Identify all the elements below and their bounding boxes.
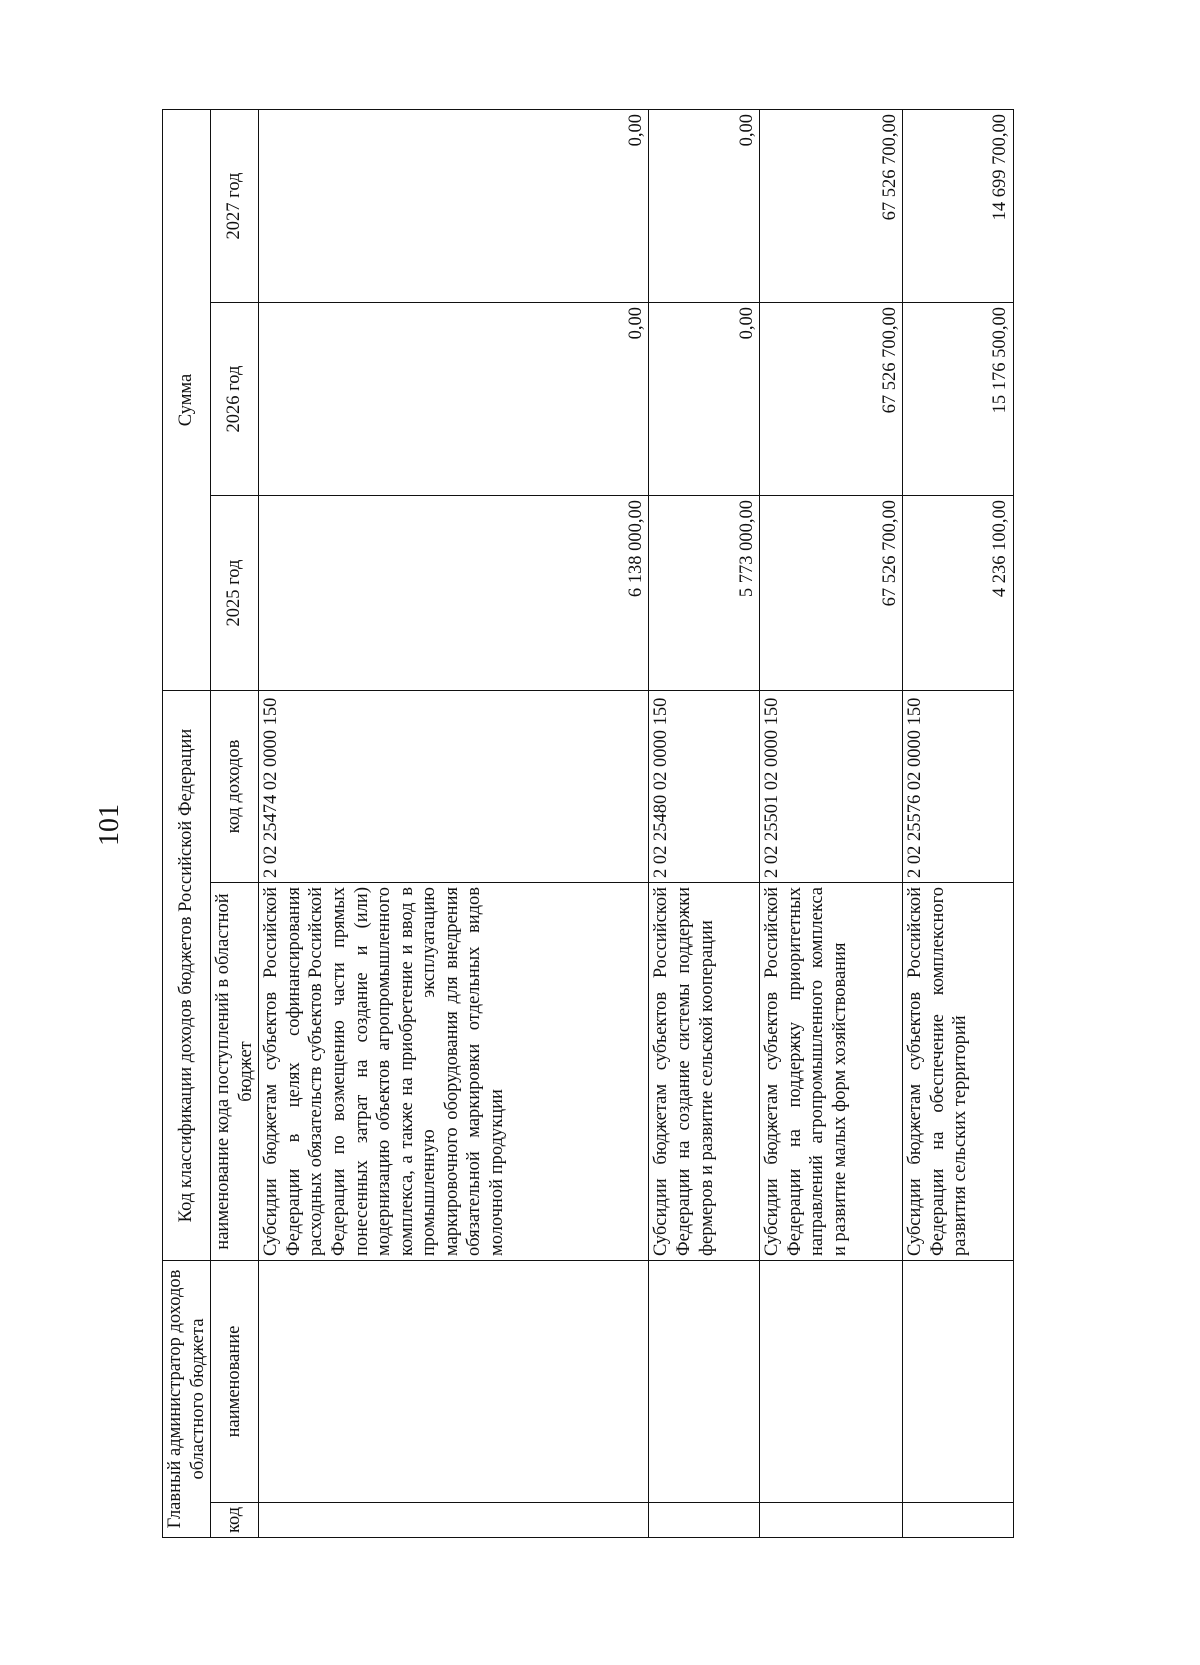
admin-name-cell — [649, 1261, 760, 1503]
admin-code-cell — [649, 1503, 760, 1538]
sum-2026-cell: 0,00 — [259, 303, 649, 496]
table-row — [649, 109, 760, 1537]
income-name-header: наименование кода поступлений в областной бюджет — [211, 883, 259, 1261]
income-code-header: код доходов — [211, 691, 259, 883]
admin-code-cell — [259, 1503, 649, 1538]
sum-group-header: Сумма — [163, 109, 211, 690]
admin-name-header: наименование — [211, 1261, 259, 1503]
sum-2027-cell: 14 699 700,00 — [903, 109, 1014, 302]
page-number: 101 — [94, 804, 125, 846]
income-name-cell: Субсидии бюджетам субъектов Российской Федерации на поддержку приоритетных направлений агропромышленного комплекса и развитие малых форм хозяйствования — [760, 883, 903, 1261]
rotated-table-container — [162, 110, 1014, 1538]
sum-2025-cell: 4 236 100,00 — [903, 496, 1014, 691]
income-code-cell: 2 02 25480 02 0000 150 — [649, 691, 760, 883]
admin-name-cell — [760, 1261, 903, 1503]
sum-2027-cell: 0,00 — [259, 109, 649, 302]
sum-2025-cell: 5 773 000,00 — [649, 496, 760, 691]
admin-code-cell — [903, 1503, 1014, 1538]
sum-2025-cell: 67 526 700,00 — [760, 496, 903, 691]
admin-code-cell — [760, 1503, 903, 1538]
table-row — [760, 109, 903, 1537]
year-2026-header: 2026 год — [211, 303, 259, 496]
classification-group-header: Код классификации доходов бюджетов Российской Федерации — [163, 691, 211, 1261]
sum-2027-cell: 0,00 — [649, 109, 760, 302]
sum-2026-cell: 15 176 500,00 — [903, 303, 1014, 496]
admin-name-cell — [903, 1261, 1014, 1503]
sum-2025-cell: 6 138 000,00 — [259, 496, 649, 691]
sum-2026-cell: 0,00 — [649, 303, 760, 496]
sum-2026-cell: 67 526 700,00 — [760, 303, 903, 496]
income-code-cell: 2 02 25501 02 0000 150 — [760, 691, 903, 883]
budget-income-table — [162, 109, 1014, 1538]
admin-code-header: код — [211, 1503, 259, 1538]
income-name-cell: Субсидии бюджетам субъектов Российской Федерации на обеспечение комплексного развития сельских территорий — [903, 883, 1014, 1261]
income-code-cell: 2 02 25474 02 0000 150 — [259, 691, 649, 883]
table-row — [259, 109, 649, 1537]
admin-group-header: Главный администратор доходов областного бюджета — [163, 1261, 211, 1538]
admin-name-cell — [259, 1261, 649, 1503]
year-2025-header: 2025 год — [211, 496, 259, 691]
income-name-cell: Субсидии бюджетам субъектов Российской Федерации в целях софинансирования расходных обязательств субъектов Российской Федерации по возмещению части прямых понесенных затрат на создание и (или) модернизацию объектов агропромышленного комплекса, а также на приобретение и ввод в промышленную эксплуатацию маркировочного оборудования для внедрения обязательной маркировки отдельных видов молочной продукции — [259, 883, 649, 1261]
sum-2027-cell: 67 526 700,00 — [760, 109, 903, 302]
year-2027-header: 2027 год — [211, 109, 259, 302]
income-code-cell: 2 02 25576 02 0000 150 — [903, 691, 1014, 883]
income-name-cell: Субсидии бюджетам субъектов Российской Федерации на создание системы поддержки фермеров и развитие сельской кооперации — [649, 883, 760, 1261]
table-row — [903, 109, 1014, 1537]
